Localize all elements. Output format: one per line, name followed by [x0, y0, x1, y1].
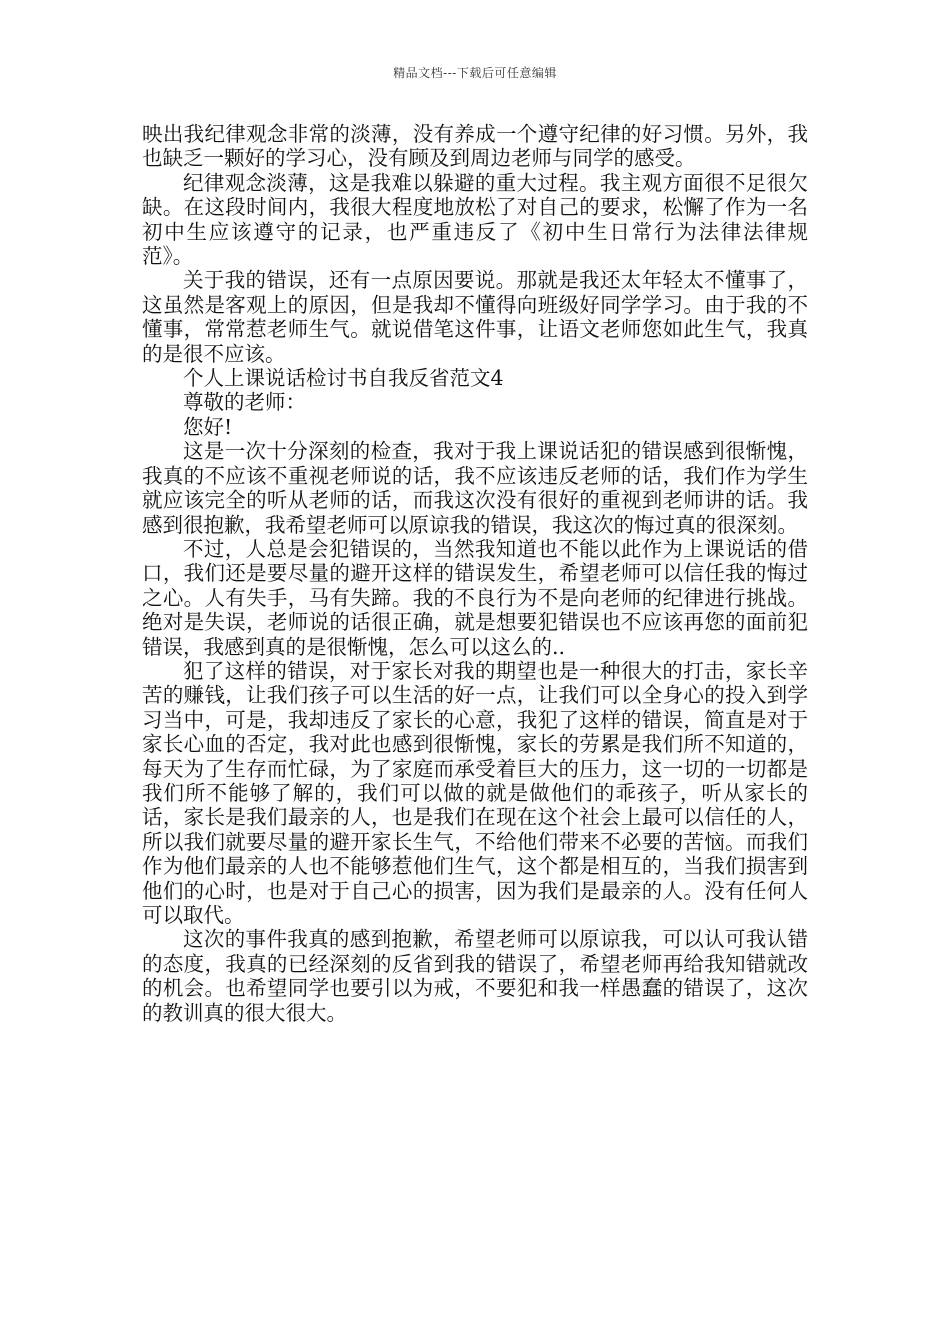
greeting: 您好!	[183, 414, 233, 439]
document-body	[142, 122, 808, 1025]
page-header: 精品文档---下载后可任意编辑	[393, 66, 557, 80]
paragraph-1: 映出我纪律观念非常的淡薄，没有养成一个遵守纪律的好习惯。另外，我也缺乏一颗好的学习心，没有顾及到周边老师与同学的感受。	[142, 122, 808, 171]
paragraph-3: 关于我的错误，还有一点原因要说。那就是我还太年轻太不懂事了，这虽然是客观上的原因，但是我却不懂得向班级好同学学习。由于我的不懂事，常常惹老师生气。就说借笔这件事，让语文老师您如此生气，我真的是很不应该。	[142, 268, 808, 366]
salutation: 尊敬的老师：	[183, 390, 306, 415]
paragraph-5: 不过，人总是会犯错误的，当然我知道也不能以此作为上课说话的借口，我们还是要尽量的避开这样的错误发生，希望老师可以信任我的悔过之心。人有失手，马有失蹄。我的不良行为不是向老师的纪律进行挑战。绝对是失误，老师说的话很正确，就是想要犯错误也不应该再您的面前犯错误，我感到真的是很惭愧，怎么可以这么的..	[142, 536, 808, 659]
paragraph-6: 犯了这样的错误，对于家长对我的期望也是一种很大的打击，家长辛苦的赚钱，让我们孩子可以生活的好一点，让我们可以全身心的投入到学习当中，可是，我却违反了家长的心意，我犯了这样的错误，简直是对于家长心血的否定，我对此也感到很惭愧，家长的劳累是我们所不知道的，每天为了生存而忙碌，为了家庭而承受着巨大的压力，这一切的一切都是我们所不能够了解的，我们可以做的就是做他们的乖孩子，听从家长的话，家长是我们最亲的人，也是我们在现在这个社会上最可以信任的人，所以我们就要尽量的避开家长生气，不给他们带来不必要的苦恼。而我们作为他们最亲的人也不能够惹他们生气，这个都是相互的，当我们损害到他们的心时，也是对于自己心的损害，因为我们是最亲的人。没有任何人可以取代。	[142, 658, 808, 927]
paragraph-7: 这次的事件我真的感到抱歉，希望老师可以原谅我，可以认可我认错的态度，我真的已经深刻的反省到我的错误了，希望老师再给我知错就改的机会。也希望同学也要引以为戒，不要犯和我一样愚蠢的错误了，这次的教训真的很大很大。	[142, 927, 808, 1025]
section-title: 个人上课说话检讨书自我反省范文4	[183, 366, 504, 391]
paragraph-4: 这是一次十分深刻的检查，我对于我上课说话犯的错误感到很惭愧，我真的不应该不重视老师说的话，我不应该违反老师的话，我们作为学生就应该完全的听从老师的话，而我这次没有很好的重视到老师讲的话。我感到很抱歉，我希望老师可以原谅我的错误，我这次的悔过真的很深刻。	[142, 439, 808, 537]
paragraph-2: 纪律观念淡薄，这是我难以躲避的重大过程。我主观方面很不足很欠缺。在这段时间内，我很大程度地放松了对自己的要求，松懈了作为一名初中生应该遵守的记录，也严重违反了《初中生日常行为法律法律规范》。	[142, 170, 808, 269]
